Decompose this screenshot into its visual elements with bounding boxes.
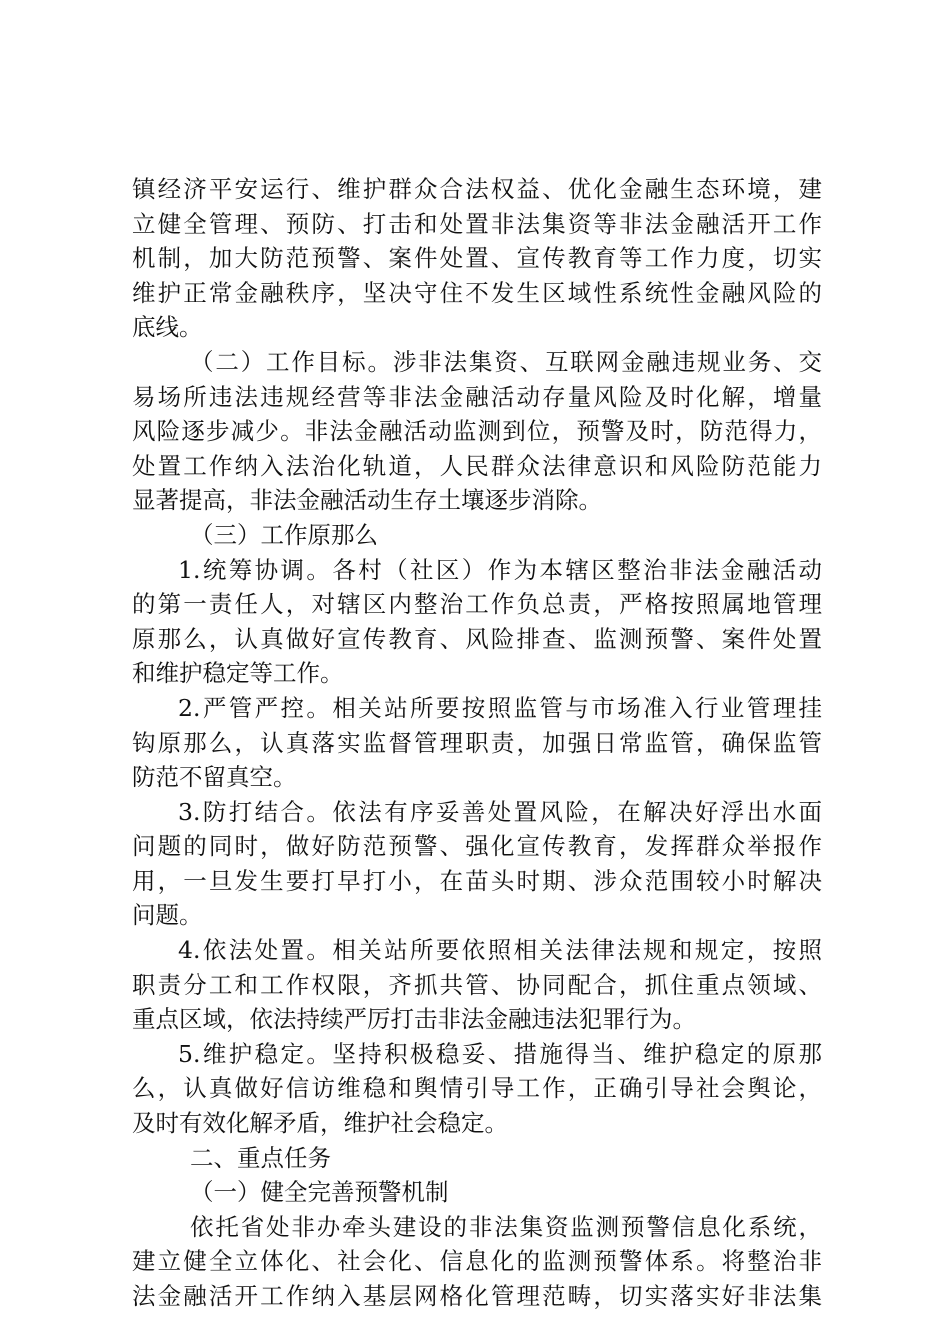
- text-line: 用，一旦发生要打早打小，在苗头时期、涉众范围较小时解决: [132, 866, 822, 895]
- text-line: 3.防打结合。依法有序妥善处置风险，在解决好浮出水面: [178, 797, 822, 826]
- text-line: 显著提高，非法金融活动生存土壤逐步消除。: [132, 486, 602, 515]
- text-line: （三）工作原那么: [190, 520, 378, 549]
- text-line: 原那么，认真做好宣传教育、风险排查、监测预警、案件处置: [132, 624, 822, 653]
- text-line: 5.维护稳定。坚持积极稳妥、措施得当、维护稳定的原那: [178, 1039, 822, 1068]
- text-line: 防范不留真空。: [132, 763, 297, 792]
- text-line: 镇经济平安运行、维护群众合法权益、优化金融生态环境，建: [132, 175, 822, 203]
- text-line: 职责分工和工作权限，齐抓共管、协同配合，抓住重点领域、: [132, 970, 822, 999]
- text-line: 2.严管严控。相关站所要按照监管与市场准入行业管理挂: [178, 693, 822, 722]
- text-line: （一）健全完善预警机制: [190, 1178, 449, 1207]
- text-line: 维护正常金融秩序，坚决守住不发生区域性系统性金融风险的: [132, 278, 822, 307]
- text-line: （二）工作目标。涉非法集资、互联网金融违规业务、交: [190, 347, 822, 376]
- text-line: 问题的同时，做好防范预警、强化宣传教育，发挥群众举报作: [132, 832, 822, 861]
- text-line: 底线。: [132, 313, 203, 342]
- text-line: 法金融活开工作纳入基层网格化管理范畴，切实落实好非法集: [132, 1282, 822, 1310]
- text-line: 重点区域，依法持续严厉打击非法金融违法犯罪行为。: [132, 1005, 696, 1034]
- document-body: [132, 172, 822, 1314]
- text-line: 立健全管理、预防、打击和处置非法集资等非法金融活开工作: [132, 209, 822, 238]
- text-line: 及时有效化解矛盾，维护社会稳定。: [132, 1109, 508, 1138]
- text-line: 建立健全立体化、社会化、信息化的监测预警体系。将整治非: [132, 1247, 822, 1276]
- text-line: 易场所违法违规经营等非法金融活动存量风险及时化解，增量: [132, 382, 822, 411]
- text-line: 1.统筹协调。各村（社区）作为本辖区整治非法金融活动: [178, 555, 822, 584]
- text-line: 风险逐步减少。非法金融活动监测到位，预警及时，防范得力，: [132, 417, 822, 446]
- text-line: 4.依法处置。相关站所要依照相关法律法规和规定，按照: [178, 936, 822, 965]
- text-line: 机制，加大防范预警、案件处置、宣传教育等工作力度，切实: [132, 244, 822, 273]
- text-line: 处置工作纳入法治化轨道，人民群众法律意识和风险防范能力: [132, 451, 822, 480]
- text-line: 二、重点任务: [190, 1143, 331, 1172]
- text-line: 依托省处非办牵头建设的非法集资监测预警信息化系统，: [190, 1212, 822, 1241]
- text-line: 问题。: [132, 901, 203, 930]
- text-line: 么，认真做好信访维稳和舆情引导工作，正确引导社会舆论，: [132, 1074, 822, 1103]
- text-line: 钩原那么，认真落实监督管理职责，加强日常监管，确保监管: [132, 728, 822, 757]
- text-line: 的第一责任人，对辖区内整治工作负总责，严格按照属地管理: [132, 590, 822, 619]
- text-line: 和维护稳定等工作。: [132, 659, 344, 688]
